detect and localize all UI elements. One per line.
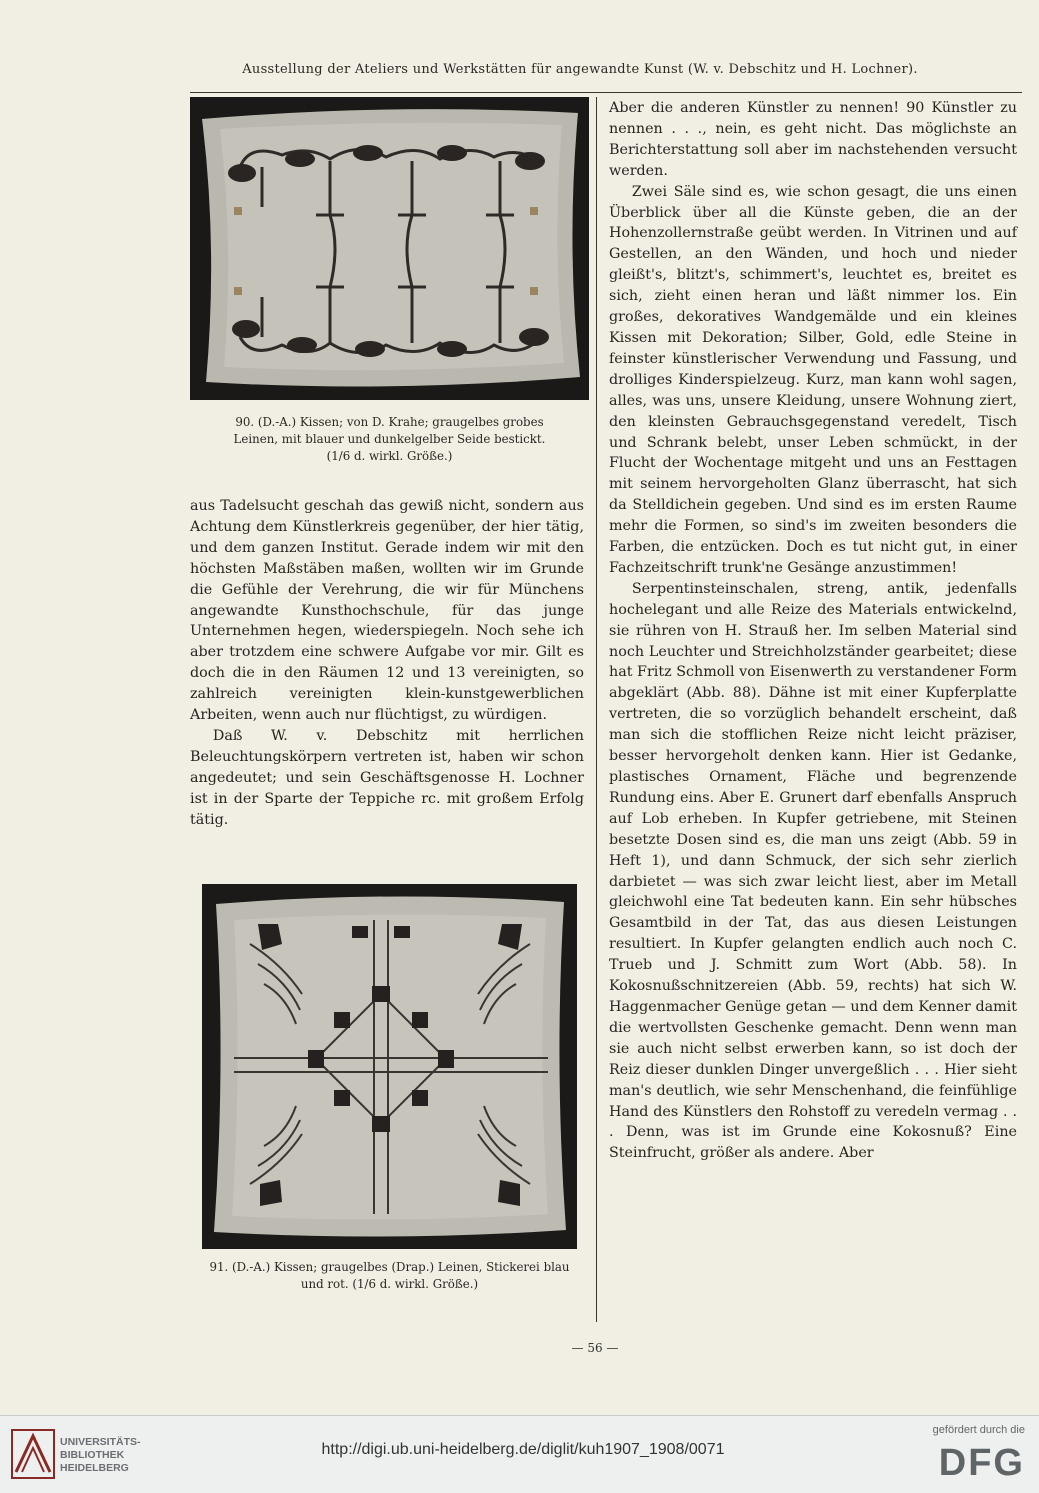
caption-90-line-3: (1/6 d. wirkl. Größe.) [326,449,453,463]
left-paragraph-1: aus Tadelsucht geschah das gewiß nicht, sondern aus Achtung dem Künstlerkreis gegenüber, der hier tätig, und dem ganzen Institut. Gerade indem wir mit den höchsten Maßstäben maßen, wollten wir im Grunde die Gefühle der Verehrung, die wir für Münchens angewandte Kunsthochschule, für das junge Unternehmen hegen, wiederspiegeln. Noch sehe ich aber trotzdem eine schwere Aufgabe vor mir. Gilt es doch die in den Räumen 12 und 13 vereinigten, so zahlreich vereinigten klein-kunstgewerblichen Arbeiten, wenn auch nur flüchtigst, zu würdigen. [190,498,584,724]
dfg-logo: DFG [938,1442,1025,1484]
cushion-90-image [190,97,589,400]
left-text-column [190,496,584,831]
figure-90-caption [190,414,589,465]
caption-90-line-2: Leinen, mit blauer und dunkelgelber Seide bestickt. [233,432,546,446]
permalink-url[interactable]: http://digi.ub.uni-heidelberg.de/diglit/kuh1907_1908/0071 [321,1441,725,1458]
digitization-footer [0,1415,1039,1493]
funding-label: gefördert durch die [932,1424,1025,1436]
figure-90-photo [190,97,589,400]
left-paragraph-2: Daß W. v. Debschitz mit herrlichen Beleuchtungskörpern vertreten ist, haben wir schon angedeutet; und sein Geschäftsgenosse H. Lochner ist in der Sparte der Teppiche rc. mit großem Erfolg tätig. [190,727,584,828]
header-rule [190,92,1022,93]
column-divider [596,97,597,1322]
right-paragraph-1: Aber die anderen Künstler zu nennen! 90 Künstler zu nennen . . ., nein, es geht nicht. Das möglichste an Berichterstattung soll aber im nachstehenden versucht werden. [609,100,1017,179]
right-paragraph-3: Serpentinsteinschalen, streng, antik, jedenfalls hochelegant und alle Reize des Materials entwickelnd, sie rühren von H. Strauß her. Im selben Material sind noch Leuchter und Streichholzständer gearbeitet; diese hat Fritz Schmoll von Eisenwerth zu verstandener Form abgeklärt (Abb. 88). Dähne ist mit einer Kupferplatte vertreten, die so vorzüglich behandelt erscheint, daß man sich die stofflichen Reize nicht leicht präziser, besser hervorgeholt denken kann. Hier ist Gedanke, plastisches Ornament, Fläche und begrenzende Rundung eins. Aber E. Grunert darf ebenfalls Anspruch auf Lob erheben. In Kupfer getriebene, mit Steinen besetzte Dosen sind es, die man uns zeigt (Abb. 59 in Heft 1), und dann Schmuck, der sich sehr zierlich darbietet — was sich zwar leicht liest, aber im Metall gleichwohl eine Tat bedeuten kann. Ein sehr hübsches Gesamtbild in der Tat, das aus diesen Leistungen resultiert. In Kupfer gelangten endlich auch noch C. Trueb und J. Schmitt zum Wort (Abb. 58). In Kokosnußschnitzereien (Abb. 59, rechts) hat sich W. Haggenmacher Genüge getan — und dem Kenner damit die wertvollsten Geschenke gemacht. Denn wenn man sie auch nicht selbst erwerben kann, so ist doch der Reiz dieser dunklen Dinger unvergeßlich . . . Hier sieht man's deutlich, wie sehr Menschenhand, die feinfühlige Hand des Künstlers den Rohstoff zu veredeln vermag . . . Denn, was ist im Grunde eine Kokosnuß? Eine Steinfrucht, größer als andere. Aber [609,580,1017,1162]
caption-91-line-2: und rot. (1/6 d. wirkl. Größe.) [300,1277,479,1291]
university-seal-icon [10,1428,56,1484]
caption-91-line-1: 91. (D.-A.) Kissen; graugelbes (Drap.) Leinen, Stickerei blau [209,1260,570,1274]
caption-90-line-1: 90. (D.-A.) Kissen; von D. Krahe; graugelbes grobes [235,415,544,429]
figure-91-caption [190,1259,589,1293]
running-head: Ausstellung der Ateliers und Werkstätten für angewandte Kunst (W. v. Debschitz und H. Lochner). [242,62,918,77]
cushion-91-image [202,884,577,1249]
right-text-column [609,98,1017,1164]
library-name [60,1436,141,1475]
library-name-line-3: HEIDELBERG [60,1462,129,1474]
figure-91-photo [202,884,577,1249]
right-paragraph-2: Zwei Säle sind es, wie schon gesagt, die uns einen Überblick über all die Künste geben, die an der Hohenzollernstraße geübt werden. In Vitrinen und auf Gestellen, an den Wänden, und hoch und nieder gleißt's, blitzt's, schimmert's, leuchtet es, breitet es sich, zieht einen heran und läßt nimmer los. Ein großes, dekoratives Wandgemälde und ein kleines Kissen mit Dekoration; Silber, Gold, edle Steine in feinster künstlerischer Verwendung und Fassung, und drolliges Kinderspielzeug. Kurz, man kann wohl sagen, alles, was uns, unsere Kleidung, unsere Wohnung ziert, den kleinsten Gebrauchsgegenstand veredelt, Tisch und Schrank belebt, unser Leben schmückt, in der Flucht der Wochentage mitgeht und uns an Festtagen mit seinem hervorgeholten Glanz überrascht, hat sich da Stelldichein gegeben. Und sind es im ersten Raume mehr die Formen, so sind's im zweiten besonders die Farben, die entzücken. Doch es tut nicht gut, in einer Fachzeitschrift trunk'ne Gesänge anzustimmen! [609,183,1017,576]
page-number: — 56 — [571,1341,619,1355]
library-name-line-2: BIBLIOTHEK [60,1449,125,1461]
library-name-line-1: UNIVERSITÄTS- [60,1436,141,1448]
